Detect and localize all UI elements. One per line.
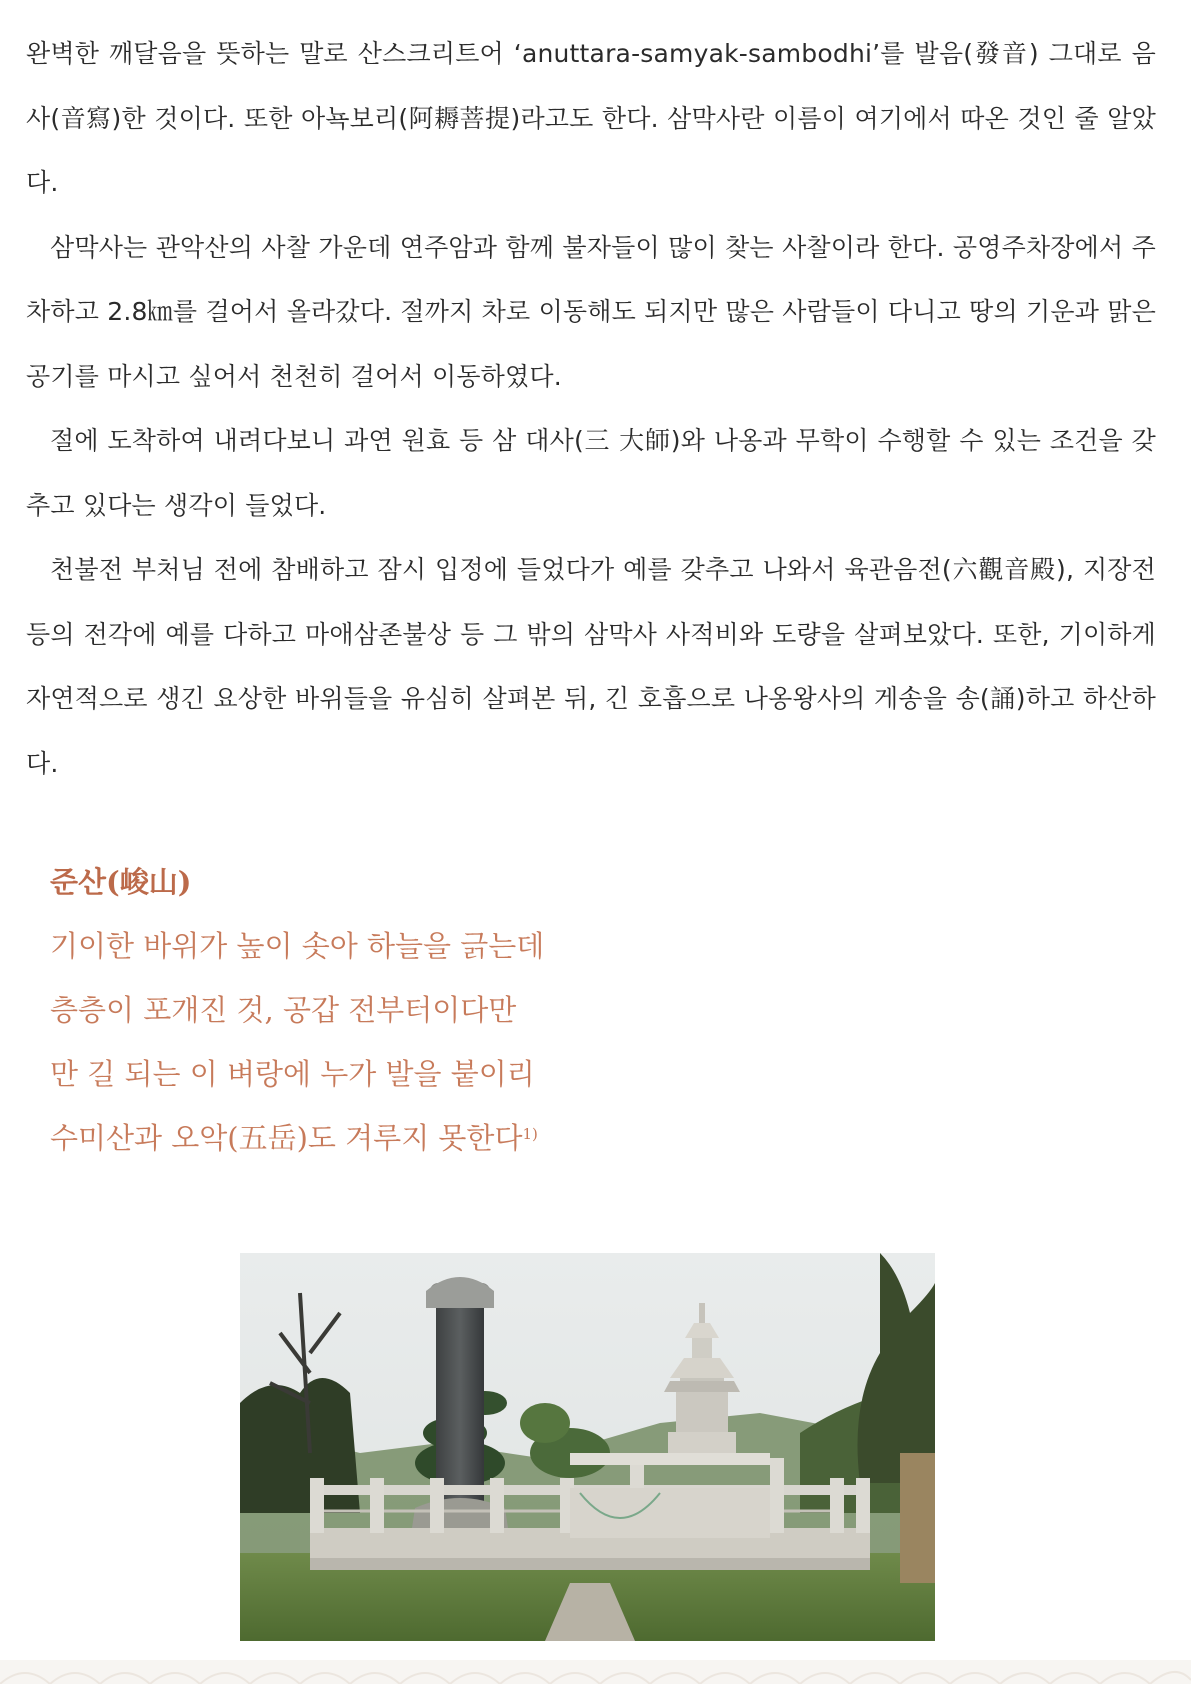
poem-title: 준산(峻山)	[50, 865, 192, 899]
poem-line-4-wrap	[50, 1106, 544, 1170]
poem-line-3: 만 길 되는 이 벼랑에 누가 발을 붙이리	[50, 1057, 535, 1091]
paragraph-3: 절에 도착하여 내려다보니 과연 원효 등 삼 대사(三 大師)와 나옹과 무학이 수행할 수 있는 조건을 갖추고 있다는 생각이 들었다.	[26, 426, 1156, 520]
paragraph-2: 삼막사는 관악산의 사찰 가운데 연주암과 함께 불자들이 많이 찾는 사찰이라 한다. 공영주차장에서 주차하고 2.8㎞를 걸어서 올라갔다. 절까지 차로 이동해도 되지만 많은 사람들이 다니고 땅의 기운과 맑은 공기를 마시고 싶어서 천천히 걸어서 이동하였다.	[26, 232, 1156, 391]
decorative-border	[0, 1660, 1191, 1684]
temple-monument-photo	[240, 1253, 935, 1641]
paragraph-4: 천불전 부처님 전에 참배하고 잠시 입정에 들었다가 예를 갖추고 나와서 육관음전(六觀音殿), 지장전 등의 전각에 예를 다하고 마애삼존불상 등 그 밖의 삼막사 사적비와 도량을 살펴보았다. 또한, 기이하게 자연적으로 생긴 요상한 바위들을 유심히 살펴본 뒤, 긴 호흡으로 나옹왕사의 게송을 송(誦)하고 하산하다.	[26, 555, 1156, 778]
poem-line-2: 층층이 포개진 것, 공갑 전부터이다만	[50, 993, 517, 1027]
poem	[50, 850, 544, 1170]
poem-line-4: 수미산과 오악(五岳)도 겨루지 못한다	[50, 1121, 523, 1155]
footnote-marker: 1)	[522, 1125, 538, 1143]
paragraph-1: 완벽한 깨달음을 뜻하는 말로 산스크리트어 ‘anuttara-samyak-sambodhi’를 발음(發音) 그대로 음사(音寫)한 것이다. 또한 아뇩보리(阿耨菩提)라고도 한다. 삼막사란 이름이 여기에서 따온 것인 줄 알았다.	[26, 39, 1156, 197]
poem-line-1: 기이한 바위가 높이 솟아 하늘을 긁는데	[50, 929, 545, 963]
body-text	[26, 22, 1156, 796]
